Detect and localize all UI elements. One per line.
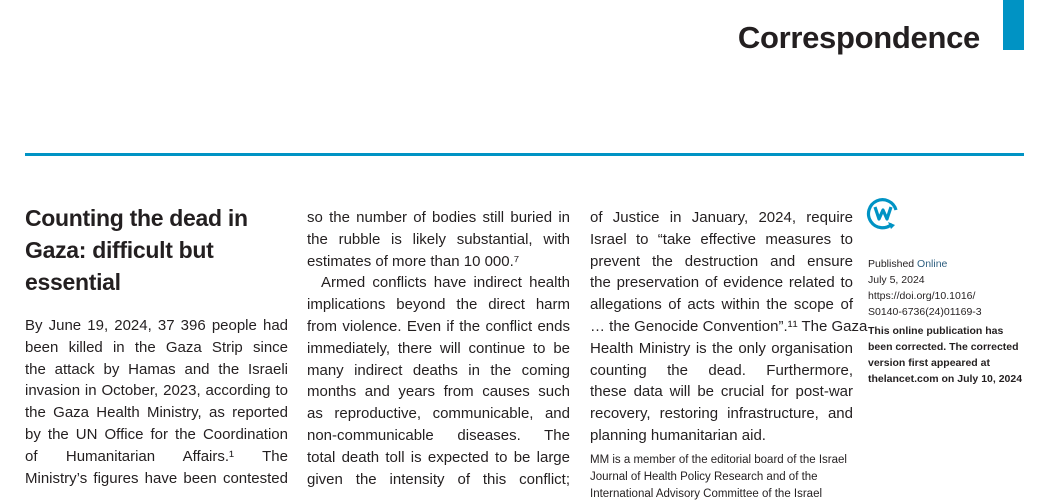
published-label: Published	[868, 258, 915, 270]
body-text-line: implications beyond the direct harm	[307, 296, 570, 314]
body-text-line: … the Genocide Convention”.¹¹ The Gaza	[590, 317, 868, 335]
body-column-3	[590, 207, 868, 447]
disclosure-line: Journal of Health Policy Research and of the	[590, 471, 818, 483]
crossmark-w-icon[interactable]	[866, 196, 900, 230]
body-text-line: estimates of more than 10 000.⁷	[307, 252, 520, 270]
body-text-line: the rubble is likely substantial, with	[307, 230, 570, 248]
body-text-line: months and years from causes such	[307, 383, 570, 401]
body-text-line: Armed conflicts have indirect health	[321, 274, 570, 292]
disclosure-line: International Advisory Committee of the Israel	[590, 488, 823, 500]
body-text-line: as reproductive, communicable, and	[307, 405, 570, 423]
body-text-line: been killed in the Gaza Strip since	[25, 338, 288, 356]
section-title: Correspondence	[737, 20, 980, 55]
body-text-line: from violence. Even if the conflict ends	[307, 317, 570, 335]
body-text-line: many indirect deaths in the coming	[307, 361, 570, 379]
published-date: July 5, 2024	[868, 274, 925, 286]
body-text-line: the preservation of evidence related to	[590, 274, 853, 292]
header-divider	[25, 153, 1024, 156]
body-text-line: of Justice in January, 2024, require	[590, 209, 853, 226]
body-text-line: By June 19, 2024, 37 396 people had	[25, 317, 288, 334]
body-text-line: of Humanitarian Affairs.¹ The	[25, 447, 288, 465]
publication-info	[868, 256, 1028, 387]
body-text-line: Ministry’s figures have been contested	[25, 469, 288, 487]
body-text-line: total death toll is expected to be large	[307, 448, 570, 466]
body-column-2	[307, 207, 570, 490]
body-text-line: the attack by Hamas and the Israeli	[25, 360, 288, 378]
body-text-line: immediately, there will continue to be	[307, 339, 570, 357]
body-text-line: the Gaza Health Ministry, as reported	[25, 404, 288, 422]
body-text-line: planning humanitarian aid.	[590, 426, 766, 444]
body-text-line: non-communicable diseases. The	[307, 426, 570, 444]
body-text-line: prevent the destruction and ensure	[590, 252, 853, 270]
online-label[interactable]: Online	[917, 258, 948, 270]
article-headline: Counting the dead in Gaza: difficult but essential	[25, 205, 248, 295]
body-text-line: invasion in October, 2023, according to	[25, 382, 288, 400]
correction-note: This online publication has been corrected. The corrected version first appeared at thelancet.com on July 10, 2024	[868, 325, 1023, 385]
body-text-line: allegations of acts within the scope of	[590, 296, 853, 314]
body-text-line: by the UN Office for the Coordination	[25, 425, 288, 443]
body-text-line: so the number of bodies still buried in	[307, 209, 570, 226]
body-text-line: counting the dead. Furthermore,	[590, 361, 853, 379]
disclosure-note	[590, 452, 860, 503]
body-text-line: these data will be crucial for post-war	[590, 383, 853, 401]
doi-link[interactable]: https://doi.org/10.1016/ S0140-6736(24)01169-3	[868, 290, 982, 318]
disclosure-line: MM is a member of the editorial board of the Israel	[590, 454, 847, 466]
section-tab-marker	[1003, 0, 1024, 50]
body-text-line: recovery, restoring infrastructure, and	[590, 405, 853, 423]
body-text-line: Israel to “take effective measures to	[590, 230, 853, 248]
body-text-line: Health Ministry is the only organisation	[590, 339, 853, 357]
body-text-line: given the intensity of this conflict;	[307, 470, 570, 488]
body-column-1	[25, 315, 288, 489]
